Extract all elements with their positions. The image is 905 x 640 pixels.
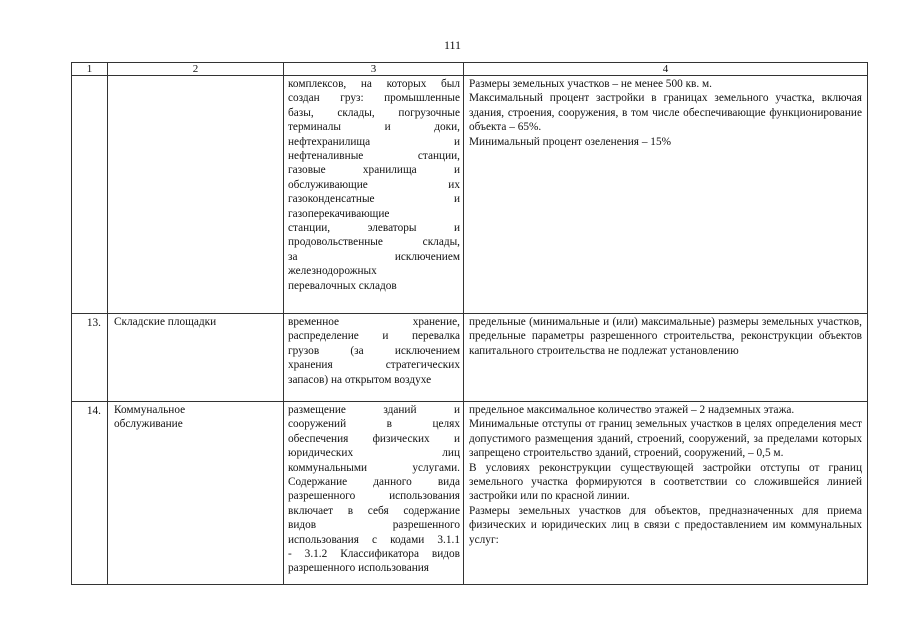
use-description [284,76,464,314]
row-number [72,76,108,314]
column-number-2: 2 [108,63,284,76]
parameter-paragraph: Размеры земельных участков – не менее 500 кв. м. [469,78,713,90]
description-line: разрешенного использования [288,562,429,575]
parameter-paragraph: Минимальные отступы от границ земельных участков в целях определения мест допустимого размещения зданий, строений, сооружений, за пределами которых запрещено строительство зданий, строений, сооружений, – 0,5 м. [469,418,862,460]
description-line: перевалочных складов [288,279,397,292]
description-line: - 3.1.2 Классификатора видов [288,548,460,561]
use-parameters [464,76,868,314]
description-line: временное хранение, [288,316,460,328]
table-row [72,314,868,402]
column-header-row [72,63,868,76]
description-line: разрешенного использования [288,490,460,503]
description-line: базы, склады, погрузочные [288,106,460,119]
description-line: комплексов, на которых был [288,78,460,90]
description-line: нефтеналивные станции, [288,150,460,163]
description-line: за исключением [288,250,460,263]
description-line: грузов (за исключением [288,344,460,357]
use-parameters [464,402,868,585]
use-type-name [108,314,284,402]
description-line: видов разрешенного [288,519,460,532]
description-line: продовольственные склады, [288,236,460,249]
description-line: размещение зданий и [288,404,460,416]
description-line: обслуживающие их [288,178,460,191]
page-number: 111 [443,38,462,52]
description-line: железнодорожных [288,265,377,278]
description-line: коммунальными услугами. [288,461,460,474]
use-type-name-line: Складские площадки [114,316,217,328]
parameter-paragraph: предельные (минимальные и (или) максимальные) размеры земельных участков, предельные параметры разрешенного строительства, реконструкции объектов капитального строительства не подлежат установлению [469,316,862,357]
table-row [72,76,868,314]
use-description [284,314,464,402]
parameter-paragraph: предельное максимальное количество этажей – 2 надземных этажа. [469,404,795,416]
use-type-name [108,402,284,585]
description-line: Содержание данного вида [288,476,460,489]
description-line: станции, элеваторы и [288,222,460,235]
description-line: нефтехранилища и [288,135,460,148]
parameter-paragraph: Размеры земельных участков для объектов, предназначенных для приема физических и юридических лиц в связи с предоставлением им коммунальных услуг: [469,504,862,546]
description-line: включает в себя содержание [288,504,460,517]
description-line: газовые хранилища и [288,164,460,177]
regulations-table [71,62,868,585]
description-line: терминалы и доки, [288,121,460,134]
use-description [284,402,464,585]
parameter-paragraph: Минимальный процент озеленения – 15% [469,135,671,148]
description-line: распределение и перевалка [288,330,460,343]
use-type-name-line: обслуживание [114,418,183,431]
column-number-4: 4 [464,63,868,76]
column-number-3: 3 [284,63,464,76]
parameter-paragraph: Максимальный процент застройки в границах земельного участка, включая здания, строения, сооружения, в том числе обеспечивающие функционирование объекта – 65%. [469,92,862,134]
description-line: создан груз: промышленные [288,92,460,105]
description-line: хранения стратегических [288,359,460,372]
description-line: запасов) на открытом воздухе [288,373,432,386]
description-line: газоперекачивающие [288,207,390,220]
description-line: юридических лиц [288,447,460,460]
description-line: сооружений в целях [288,418,460,431]
row-number: 14. [72,402,108,585]
use-type-name-line: Коммунальное [114,404,186,416]
use-type-name [108,76,284,314]
use-parameters [464,314,868,402]
table-row [72,402,868,585]
parameter-paragraph: В условиях реконструкции существующей застройки отступы от границ земельного участка формируются в соответствии со сложившейся линией застройки или по красной линии. [469,461,862,503]
column-number-1: 1 [72,63,108,76]
description-line: использования с кодами 3.1.1 [288,533,460,546]
row-number: 13. [72,314,108,402]
description-line: обеспечения физических и [288,432,460,445]
description-line: газоконденсатные и [288,193,460,206]
